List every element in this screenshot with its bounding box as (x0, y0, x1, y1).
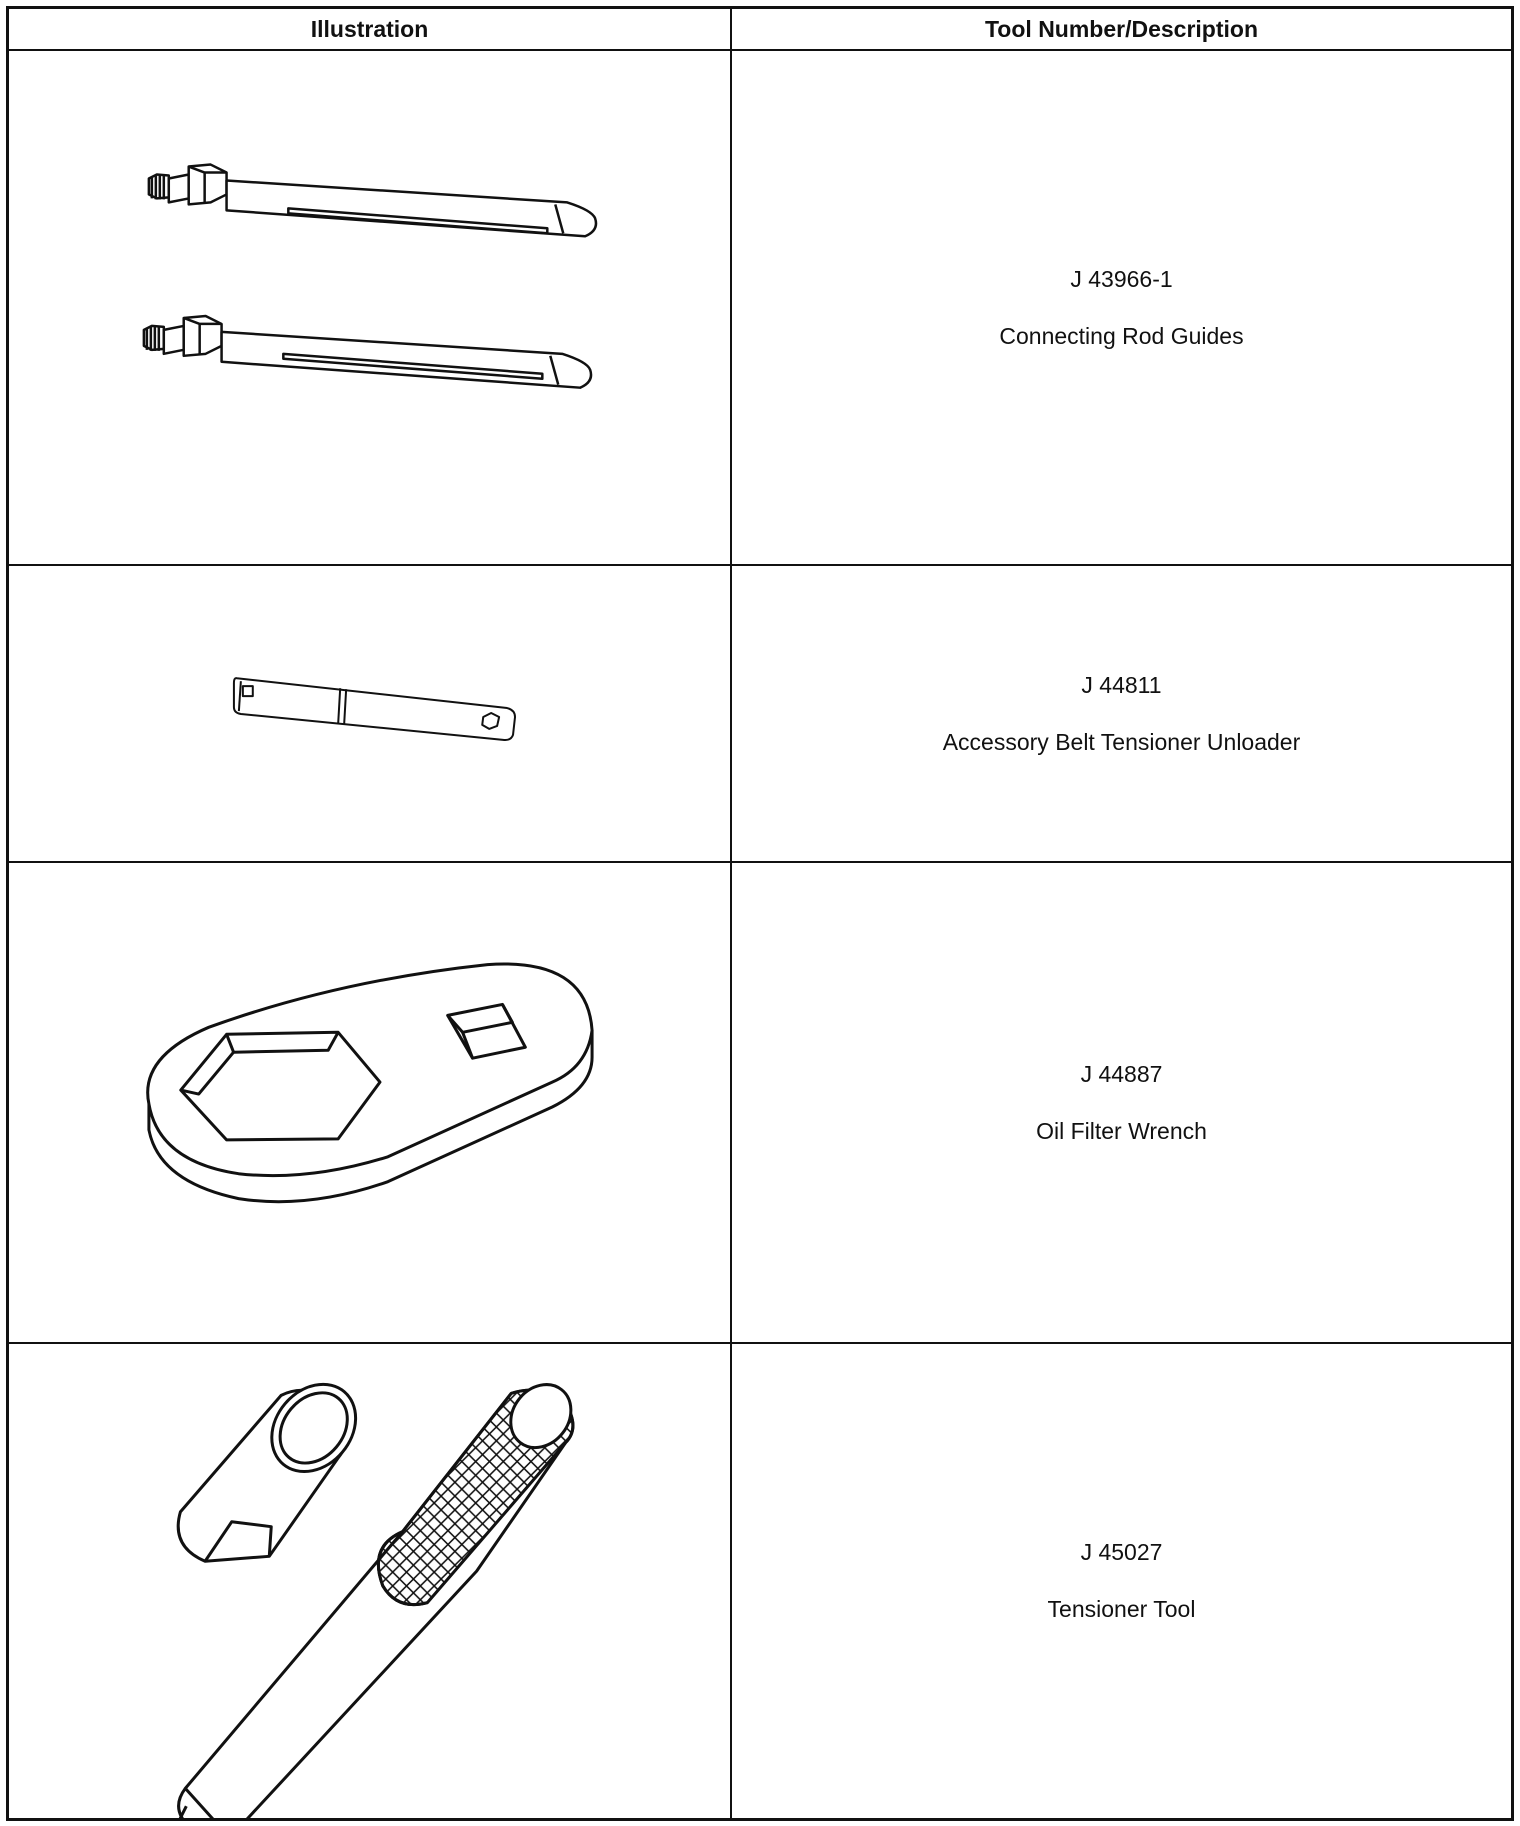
tool-description-cell (732, 51, 1511, 566)
tool-description: Oil Filter Wrench (1036, 1117, 1207, 1144)
tool-description-cell (732, 863, 1511, 1344)
tool-description: Tensioner Tool (1047, 1596, 1196, 1622)
illustration-cell (9, 566, 732, 863)
tool-description: Connecting Rod Guides (999, 322, 1244, 349)
header-tool-number-description: Tool Number/Description (732, 9, 1511, 51)
illustration-cell (9, 863, 732, 1344)
tool-description-cell (732, 1344, 1511, 1818)
header-illustration: Illustration (9, 9, 732, 51)
illustration-cell (9, 1344, 732, 1818)
tool-number: J 44811 (1081, 671, 1162, 698)
tool-number: J 44887 (1080, 1060, 1163, 1087)
tool-description: Accessory Belt Tensioner Unloader (942, 728, 1301, 755)
tensioner-tool-icon (9, 1344, 730, 1818)
illustration-cell (9, 51, 732, 566)
tool-table (6, 6, 1514, 1821)
tool-description-cell (732, 566, 1511, 863)
tool-number: J 43966-1 (1070, 265, 1173, 292)
oil-filter-wrench-icon (9, 863, 730, 1342)
tool-number: J 45027 (1080, 1539, 1163, 1565)
belt-tensioner-unloader-icon (9, 566, 730, 861)
connecting-rod-guides-icon (9, 51, 730, 564)
